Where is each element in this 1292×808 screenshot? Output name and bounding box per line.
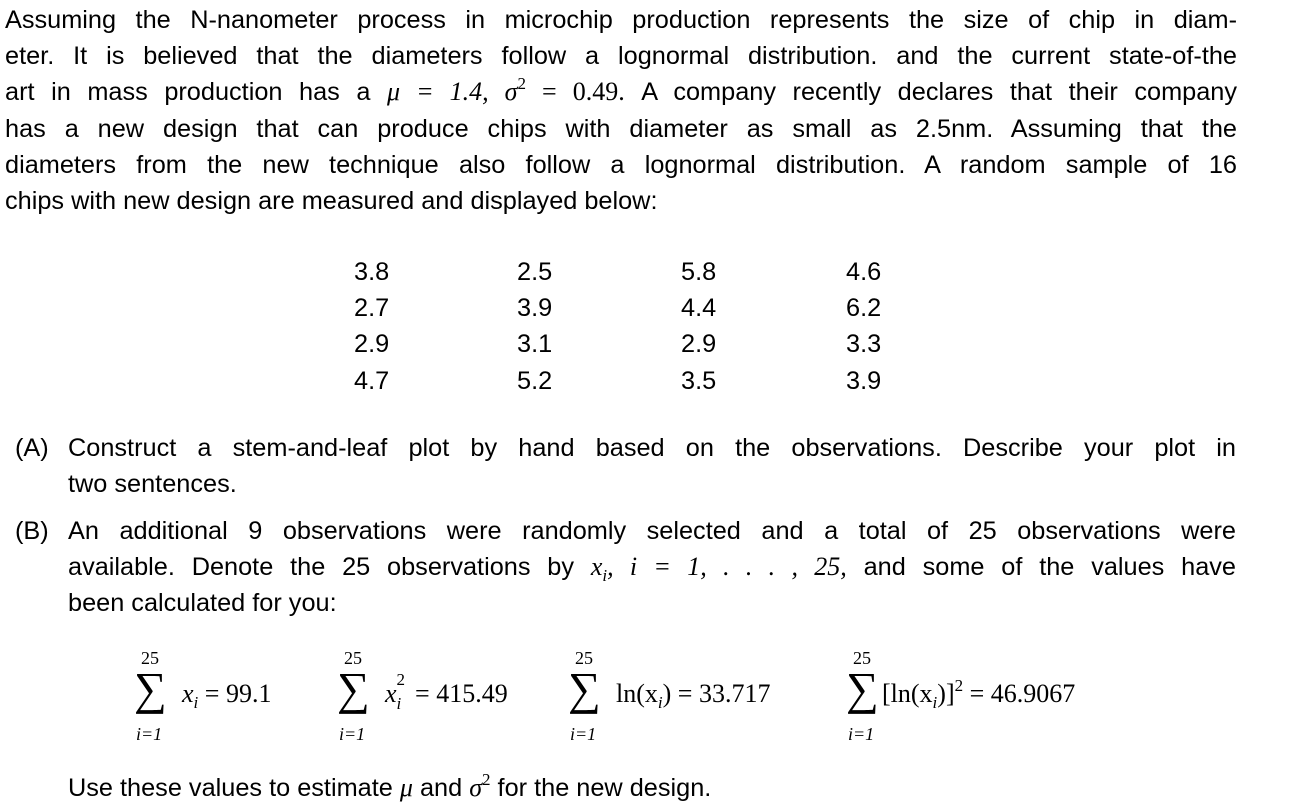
sigma-variable: σ bbox=[469, 773, 483, 802]
part-b-line-1: An additional 9 observations were randomly selected and a total of 25 observations were bbox=[68, 517, 1236, 545]
part-b-line-3: been calculated for you: bbox=[68, 589, 337, 618]
part-b-label: (B) bbox=[15, 517, 49, 545]
part-a bbox=[15, 430, 1237, 506]
sum-x bbox=[130, 648, 310, 748]
sum-expression: $[\ln(x_i)]^2 = 46.9067$ bbox=[882, 676, 1076, 712]
data-cell: 2.9 bbox=[354, 330, 390, 359]
data-cell: 6.2 bbox=[846, 294, 882, 323]
data-cell: 3.9 bbox=[846, 366, 882, 395]
intro-line-2: eter. It is believed that the diameters follow a lognormal distribution. and the current state-of-the bbox=[5, 42, 1237, 71]
part-a-line-2: two sentences. bbox=[68, 470, 237, 499]
intro-line-6: chips with new design are measured and displayed below: bbox=[5, 187, 658, 216]
data-cell: 3.9 bbox=[517, 294, 553, 323]
sum-x-squared bbox=[333, 648, 543, 748]
data-column-4 bbox=[846, 254, 906, 399]
sum-lower-limit: i=1 bbox=[570, 724, 597, 744]
data-cell: 2.7 bbox=[354, 294, 390, 323]
sum-upper-limit: 25 bbox=[344, 648, 362, 668]
data-cell: 5.2 bbox=[517, 366, 553, 395]
data-cell: 2.9 bbox=[681, 330, 717, 359]
sigma-symbol: ∑ bbox=[337, 663, 370, 714]
sum-lower-limit: i=1 bbox=[848, 724, 875, 744]
sum-lower-limit: i=1 bbox=[136, 724, 163, 744]
data-column-2 bbox=[517, 254, 577, 399]
sum-upper-limit: 25 bbox=[141, 648, 159, 668]
sample-data-table bbox=[0, 254, 1292, 404]
final-instruction: Use these values to estimate μ and $\sigma^2$ for the new design. bbox=[68, 770, 712, 802]
data-column-3 bbox=[681, 254, 741, 399]
sum-upper-limit: 25 bbox=[575, 648, 593, 668]
sum-ln-x-squared bbox=[842, 648, 1132, 748]
data-cell: 5.8 bbox=[681, 258, 717, 286]
data-cell: 3.3 bbox=[846, 330, 882, 359]
sum-expression: $\ln(x_i) = 33.717$ bbox=[616, 679, 771, 712]
data-cell: 4.4 bbox=[681, 294, 717, 323]
data-cell: 4.7 bbox=[354, 366, 390, 395]
sum-upper-limit: 25 bbox=[853, 648, 871, 668]
intro-line-5: diameters from the new technique also follow a lognormal distribution. A random sample of 16 bbox=[5, 150, 1237, 179]
data-column-1 bbox=[354, 254, 414, 399]
sigma-symbol: ∑ bbox=[846, 663, 879, 714]
data-cell: 4.6 bbox=[846, 258, 882, 286]
part-b-line-2: available. Denote the 25 observations by $x_i$, i = 1, . . . , 25, and some of the values have bbox=[68, 552, 1236, 586]
sum-expression: $x_i = 99.1$ bbox=[182, 679, 272, 712]
part-a-label: (A) bbox=[15, 434, 49, 462]
summation-values bbox=[0, 648, 1292, 748]
problem-intro bbox=[5, 2, 1237, 219]
intro-line-1: Assuming the N-nanometer process in microchip production represents the size of chip in diam- bbox=[5, 6, 1237, 34]
sigma-symbol: ∑ bbox=[568, 663, 601, 714]
data-cell: 2.5 bbox=[517, 258, 553, 286]
data-cell: 3.1 bbox=[517, 330, 553, 359]
data-cell: 3.5 bbox=[681, 366, 717, 395]
part-b bbox=[15, 513, 1237, 625]
intro-line-3: art in mass production has a μ = 1.4, $\sigma^2 = 0.49$. A company recently declares that their company bbox=[5, 74, 1238, 107]
sum-ln-x bbox=[564, 648, 814, 748]
sigma-symbol: ∑ bbox=[134, 663, 167, 714]
data-cell: 3.8 bbox=[354, 258, 390, 286]
mu-symbol: μ bbox=[399, 773, 413, 802]
sum-expression: x 2 i = 415.49 bbox=[385, 670, 508, 713]
part-a-line-1: Construct a stem-and-leaf plot by hand based on the observations. Describe your plot in bbox=[68, 434, 1236, 462]
intro-line-4: has a new design that can produce chips with diameter as small as 2.5nm. Assuming that the bbox=[5, 114, 1237, 143]
sum-lower-limit: i=1 bbox=[339, 724, 366, 744]
